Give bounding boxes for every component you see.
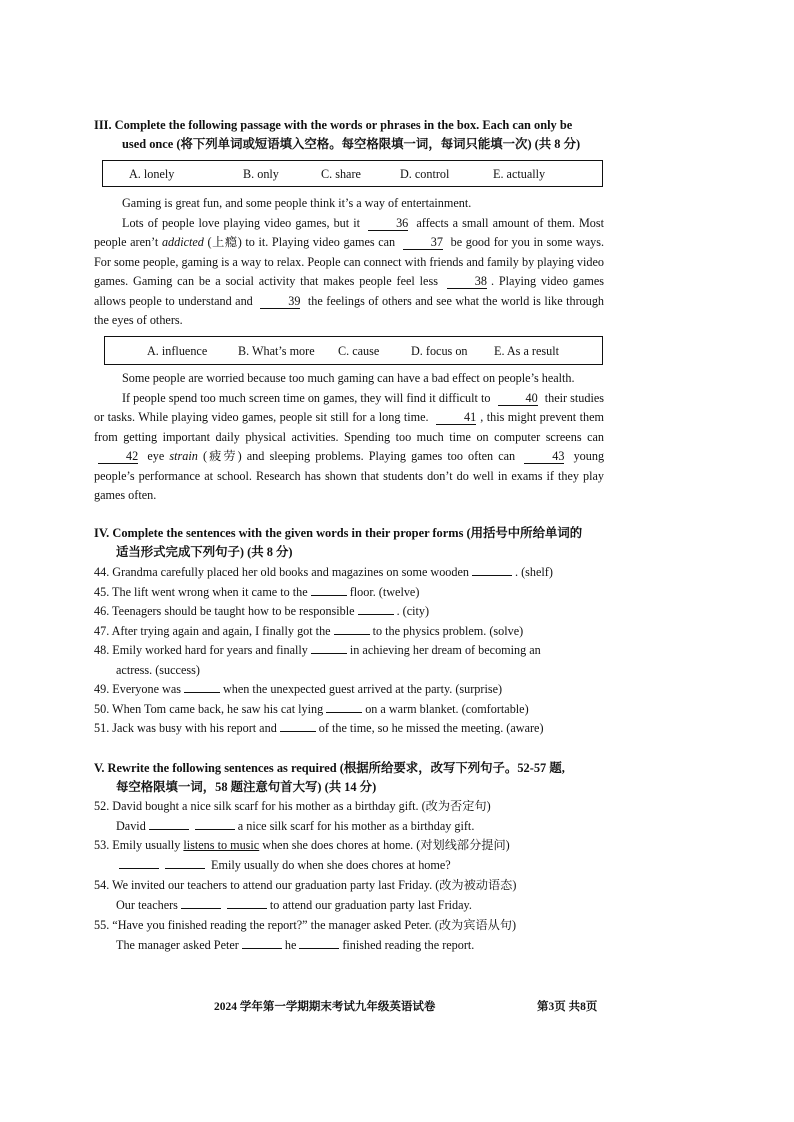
passage-part-1	[94, 194, 604, 331]
blank-39[interactable]: 39	[260, 294, 300, 309]
section-4-title-sub: 适当形式完成下列句子) (共 8 分)	[116, 545, 293, 559]
section-5-title	[94, 759, 614, 797]
question-54-rewrite: Our teachers to attend our graduation party last Friday.	[116, 898, 472, 912]
word-option: C. cause	[338, 344, 380, 358]
word-box-2	[104, 336, 603, 365]
blank-36[interactable]: 36	[368, 216, 408, 231]
answer-blank[interactable]	[227, 896, 267, 909]
question-46: 46. Teenagers should be taught how to be responsible . (city)	[94, 604, 430, 618]
footer-exam-name: 2024 学年第一学期期末考试九年级英语试卷	[214, 1001, 436, 1013]
answer-blank[interactable]	[299, 936, 339, 949]
answer-blank[interactable]	[242, 936, 282, 949]
word-option: E. As a result	[494, 344, 559, 358]
footer-page-number: 第3页 共8页	[537, 1001, 598, 1013]
section-4-title	[94, 524, 614, 562]
blank-43[interactable]: 43	[524, 449, 564, 464]
question-52-rewrite: David a nice silk scarf for his mother as a birthday gift.	[116, 819, 475, 833]
word-option: C. share	[321, 167, 361, 181]
word-option: B. only	[243, 167, 279, 181]
paragraph: Gaming is great fun, and some people think it’s a way of entertainment.	[122, 196, 472, 210]
section-5-title-main: V. Rewrite the following sentences as required (根据所给要求，改写下列句子。52-57 题,	[94, 761, 565, 775]
paragraph: If people spend too much screen time on games, they will find it difficult to 40 their studies or tasks. While playing video games, people sit still for a long time. 41 , this might prevent them from getting important daily physical activities. Spending too much time on computer screens can 42 eye strain (疲劳) and sleeping problems. Playing games too often can 43 young people’s performance at school. Research has shown that students don’t do well in exams if they play games often.	[94, 390, 605, 502]
question-54: 54. We invited our teachers to attend our graduation party last Friday. (改为被动语态)	[94, 878, 517, 892]
paragraph: Some people are worried because too much gaming can have a bad effect on people’s health.	[122, 371, 575, 385]
word-box-1	[102, 160, 603, 187]
answer-blank[interactable]	[184, 680, 220, 693]
question-53-rewrite: Emily usually do when she does chores at home?	[116, 856, 451, 875]
answer-blank[interactable]	[334, 622, 370, 635]
section-3-title	[94, 116, 614, 154]
answer-blank[interactable]	[165, 856, 205, 869]
word-option: D. control	[400, 167, 450, 181]
question-52: 52. David bought a nice silk scarf for his mother as a birthday gift. (改为否定句)	[94, 799, 491, 813]
answer-blank[interactable]	[149, 817, 189, 830]
question-44: 44. Grandma carefully placed her old books and magazines on some wooden . (shelf)	[94, 565, 553, 579]
blank-37[interactable]: 37	[403, 235, 443, 250]
word-option: D. focus on	[411, 344, 468, 358]
paragraph: Lots of people love playing video games, but it 36 affects a small amount of them. Most people aren’t addicted (上瘾) to it. Playing video games can 37 be good for you in some ways. For some people, gaming is a way to relax. People can connect with friends and family by playing video games. Gaming can be a social activity that makes people feel less 38 . Playing video games allows people to understand and 39 the feelings of others and see what the world is like through the eyes of others.	[94, 215, 605, 327]
question-45: 45. The lift went wrong when it came to the floor. (twelve)	[94, 585, 420, 599]
answer-blank[interactable]	[472, 563, 512, 576]
answer-blank[interactable]	[326, 700, 362, 713]
question-55: 55. “Have you finished reading the report?” the manager asked Peter. (改为宾语从句)	[94, 918, 517, 932]
question-51: 51. Jack was busy with his report and of the time, so he missed the meeting. (aware)	[94, 721, 544, 735]
question-55-rewrite: The manager asked Peter he finished reading the report.	[116, 938, 475, 952]
word-option: E. actually	[493, 167, 546, 181]
word-option: A. lonely	[129, 167, 175, 181]
answer-blank[interactable]	[311, 583, 347, 596]
passage-part-2	[94, 369, 604, 506]
section-3-title-sub: used once (将下列单词或短语填入空格。每空格限填一词，每词只能填一次) (共 8 分)	[122, 137, 581, 151]
answer-blank[interactable]	[311, 641, 347, 654]
section-4-title-main: IV. Complete the sentences with the given words in their proper forms (用括号中所给单词的	[94, 526, 583, 540]
question-50: 50. When Tom came back, he saw his cat lying on a warm blanket. (comfortable)	[94, 702, 529, 716]
answer-blank[interactable]	[195, 817, 235, 830]
word-option: A. influence	[147, 344, 208, 358]
answer-blank[interactable]	[358, 602, 394, 615]
question-53: 53. Emily usually listens to music when she does chores at home. (对划线部分提问)	[94, 838, 510, 852]
answer-blank[interactable]	[181, 896, 221, 909]
question-48: 48. Emily worked hard for years and finally in achieving her dream of becoming an	[94, 643, 541, 657]
section-5-title-sub: 每空格限填一词，58 题注意句首大写) (共 14 分)	[116, 780, 377, 794]
question-47: 47. After trying again and again, I finally got the to the physics problem. (solve)	[94, 624, 524, 638]
blank-41[interactable]: 41	[436, 410, 476, 425]
question-49: 49. Everyone was when the unexpected guest arrived at the party. (surprise)	[94, 682, 503, 696]
blank-38[interactable]: 38	[447, 274, 487, 289]
answer-blank[interactable]	[119, 856, 159, 869]
blank-42[interactable]: 42	[98, 449, 138, 464]
blank-40[interactable]: 40	[498, 391, 538, 406]
section-3-title-main: III. Complete the following passage with the words or phrases in the box. Each can only be	[94, 118, 573, 132]
answer-blank[interactable]	[280, 719, 316, 732]
question-48-continued: actress. (success)	[116, 663, 200, 677]
word-option: B. What’s more	[238, 344, 315, 358]
